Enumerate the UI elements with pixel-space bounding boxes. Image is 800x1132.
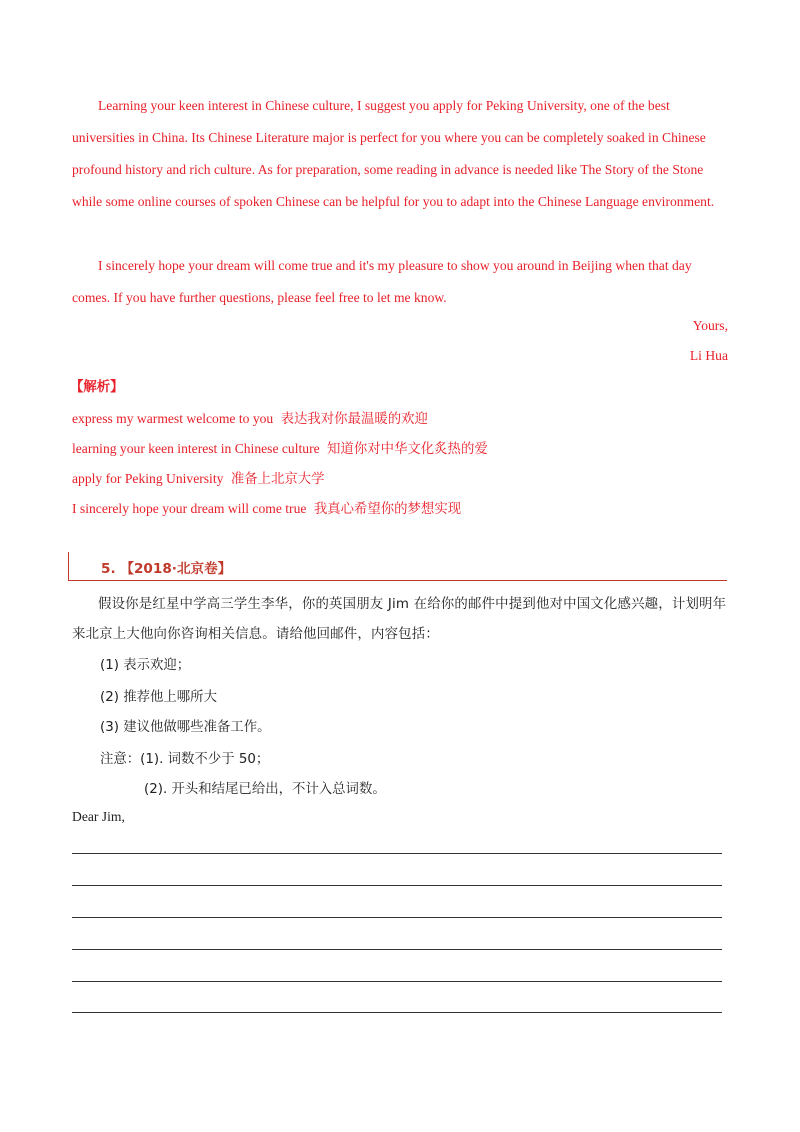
analysis-item	[72, 438, 488, 457]
requirement-point: (3) 建议他做哪些准备工作。	[100, 720, 271, 735]
answer-closing: Yours,	[692, 318, 728, 333]
requirement-point: (1) 表示欢迎；	[100, 658, 191, 673]
salutation: Dear Jim,	[72, 809, 125, 824]
note-item: (2). 开头和结尾已给出，不计入总词数。	[144, 782, 386, 797]
question-heading	[68, 552, 727, 581]
writing-line[interactable]	[72, 885, 722, 886]
writing-line[interactable]	[72, 949, 722, 950]
analysis-item-en: express my warmest welcome to you	[72, 411, 274, 426]
analysis-label: 【解析】	[70, 380, 124, 395]
writing-line[interactable]	[72, 1012, 722, 1013]
notes-row	[100, 748, 269, 767]
question-prompt: 假设你是红星中学高三学生李华，你的英国朋友 Jim 在给你的邮件中提到他对中国文化感兴趣，计划明年来北京上大他向你咨询相关信息。请给他回邮件，内容包括：	[72, 597, 727, 642]
analysis-item-cn: 我真心希望你的梦想实现	[313, 502, 462, 517]
analysis-item-en: apply for Peking University	[72, 471, 224, 486]
answer-paragraph-1: Learning your keen interest in Chinese culture, I suggest you apply for Peking University, one of the best universities in China. Its Chinese Literature major is perfect for you where you can be completely soaked in Chinese profound history and rich culture. As for preparation, some reading in advance is needed like The Story of the Stone while some online courses of spoken Chinese can be helpful for you to adapt into the Chinese Language environment.	[72, 98, 715, 209]
note-item: (1). 词数不少于 50；	[140, 752, 270, 767]
writing-line[interactable]	[72, 981, 722, 982]
question-heading-text: 5. 【2018·北京卷】	[101, 561, 232, 577]
requirement-point: (2) 推荐他上哪所大	[100, 690, 217, 705]
writing-line[interactable]	[72, 853, 722, 854]
analysis-item-cn: 准备上北京大学	[230, 472, 325, 487]
answer-paragraph-2: I sincerely hope your dream will come true and it's my pleasure to show you around in Beijing when that day comes. If you have further questions, please feel free to let me know.	[72, 258, 692, 305]
analysis-item-cn: 知道你对中华文化炙热的爱	[327, 442, 488, 457]
analysis-item-en: learning your keen interest in Chinese culture	[72, 441, 320, 456]
analysis-item	[72, 468, 325, 487]
analysis-item	[72, 408, 428, 427]
analysis-item-cn: 表达我对你最温暖的欢迎	[280, 412, 428, 427]
analysis-item-en: I sincerely hope your dream will come true	[72, 501, 307, 516]
notes-label: 注意：	[100, 752, 141, 767]
analysis-item	[72, 498, 461, 517]
answer-signature: Li Hua	[689, 348, 728, 363]
writing-line[interactable]	[72, 917, 722, 918]
